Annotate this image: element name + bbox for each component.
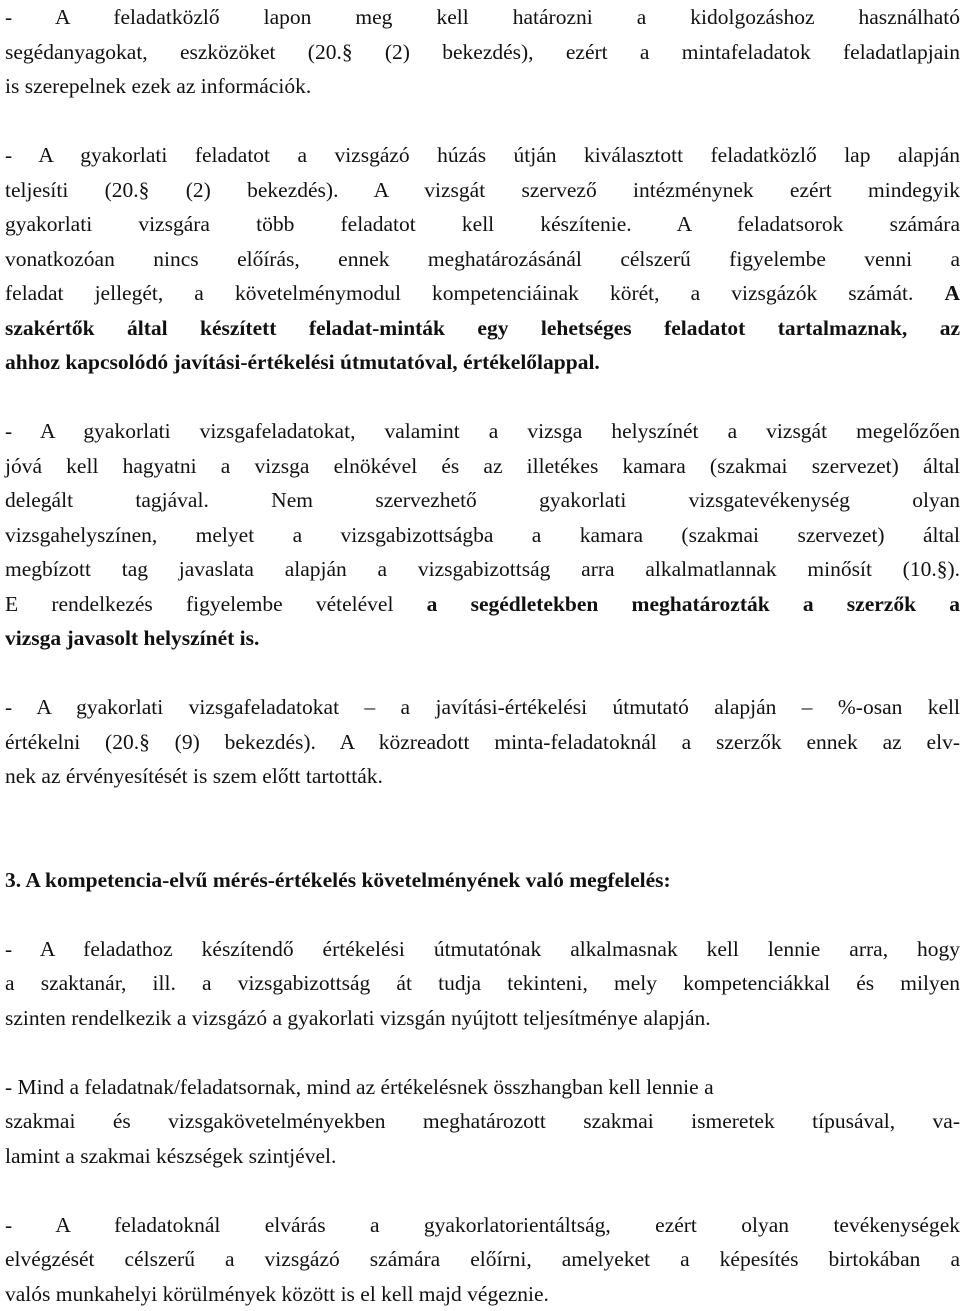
text-run: lamint a szakmai készségek szintjével. [5,1144,336,1168]
text-line [5,449,960,484]
text-run: feladat jellegét, a követelménymodul kompetenciáinak körét, a vizsgázók számát. [5,281,944,305]
text-run: a szaktanár, ill. a vizsgabizottság át tudja tekinteni, mely kompetenciákkal és milyen [5,971,960,995]
paragraph [5,0,960,104]
paragraph-spacer [5,656,960,691]
paragraph [5,414,960,656]
paragraph [5,932,960,1036]
text-run: - A gyakorlati feladatot a vizsgázó húzás útján kiválasztott feladatközlő lap alapján [5,143,960,167]
paragraph [5,690,960,794]
text-run: vonatkozóan nincs előírás, ennek meghatározásánál célszerű figyelembe venni a [5,247,960,271]
text-line [5,1070,960,1105]
text-line [5,242,960,277]
paragraph-spacer [5,1035,960,1070]
requirements-list [5,0,960,794]
text-line [5,1277,960,1311]
text-line [5,276,960,311]
text-run: jóvá kell hagyatni a vizsga elnökével és az illetékes kamara (szakmai szervezet) által [5,454,960,478]
text-line [5,690,960,725]
text-line [5,932,960,967]
text-run: megbízott tag javaslata alapján a vizsgabizottság arra alkalmatlannak minősít (10.§). [5,557,960,581]
paragraph-spacer [5,1173,960,1208]
text-run: szinten rendelkezik a vizsgázó a gyakorlati vizsgán nyújtott teljesítménye alapján. [5,1006,711,1030]
text-run: - A gyakorlati vizsgafeladatokat – a javítási-értékelési útmutató alapján – %-osan kell [5,695,960,719]
paragraph [5,1070,960,1174]
bold-text: ahhoz kapcsolódó javítási-értékelési útmutatóval, értékelőlappal. [5,350,600,374]
text-run: - A feladatoknál elvárás a gyakorlatorientáltság, ezért olyan tevékenységek [5,1213,960,1237]
text-line [5,414,960,449]
text-line [5,1139,960,1174]
text-line [5,966,960,1001]
paragraph [5,1208,960,1311]
bold-text: a segédletekben meghatározták a szerzők a [427,592,960,616]
text-run: nek az érvényesítését is szem előtt tartották. [5,764,383,788]
paragraph-spacer [5,104,960,139]
paragraph-spacer [5,380,960,415]
bold-text: szakértők által készített feladat-minták egy lehetséges feladatot tartalmaznak, az [5,316,960,340]
text-line [5,518,960,553]
text-line [5,207,960,242]
text-line [5,621,960,656]
text-line [5,483,960,518]
section-heading: 3. A kompetencia-elvű mérés-értékelés követelményének való megfelelés: [5,863,960,898]
text-run: szakmai és vizsgakövetelményekben meghatározott szakmai ismeretek típusával, va- [5,1109,960,1133]
text-run: teljesíti (20.§ (2) bekezdés). A vizsgát szervező intézménynek ezért mindegyik [5,178,960,202]
text-line [5,759,960,794]
text-line [5,1208,960,1243]
text-run: segédanyagokat, eszközöket (20.§ (2) bekezdés), ezért a mintafeladatok feladatlapjain [5,40,960,64]
text-run: - A feladathoz készítendő értékelési útmutatónak alkalmasnak kell lennie arra, hogy [5,937,960,961]
text-line [5,587,960,622]
text-line [5,35,960,70]
heading-spacer [5,897,960,932]
text-line [5,345,960,380]
text-run: vizsgahelyszínen, melyet a vizsgabizottságba a kamara (szakmai szervezet) által [5,523,960,547]
text-line [5,1242,960,1277]
text-line [5,69,960,104]
text-run: értékelni (20.§ (9) bekezdés). A közreadott minta-feladatoknál a szerzők ennek az elv- [5,730,960,754]
section-spacer [5,794,960,863]
text-line [5,311,960,346]
text-line [5,138,960,173]
paragraph [5,138,960,380]
text-line [5,552,960,587]
text-run: delegált tagjával. Nem szervezhető gyakorlati vizsgatevékenység olyan [5,488,960,512]
text-line [5,725,960,760]
text-run: E rendelkezés figyelembe vételével [5,592,427,616]
text-run: gyakorlati vizsgára több feladatot kell készítenie. A feladatsorok számára [5,212,960,236]
bold-text: vizsga javasolt helyszínét is. [5,626,259,650]
text-run: is szerepelnek ezek az információk. [5,74,311,98]
text-run: - A feladatközlő lapon meg kell határozni a kidolgozáshoz használható [5,5,960,29]
text-run: - Mind a feladatnak/feladatsornak, mind az értékelésnek összhangban kell lennie a [5,1075,714,1099]
competency-section [5,932,960,1311]
text-line [5,0,960,35]
text-run: - A gyakorlati vizsgafeladatokat, valamint a vizsga helyszínét a vizsgát megelőzően [5,419,960,443]
text-line [5,1104,960,1139]
text-run: elvégzését célszerű a vizsgázó számára előírni, amelyeket a képesítés birtokában a [5,1247,960,1271]
text-line [5,173,960,208]
bold-text: A [944,281,960,305]
text-line [5,1001,960,1036]
text-run: valós munkahelyi körülmények között is el kell majd végeznie. [5,1282,549,1306]
